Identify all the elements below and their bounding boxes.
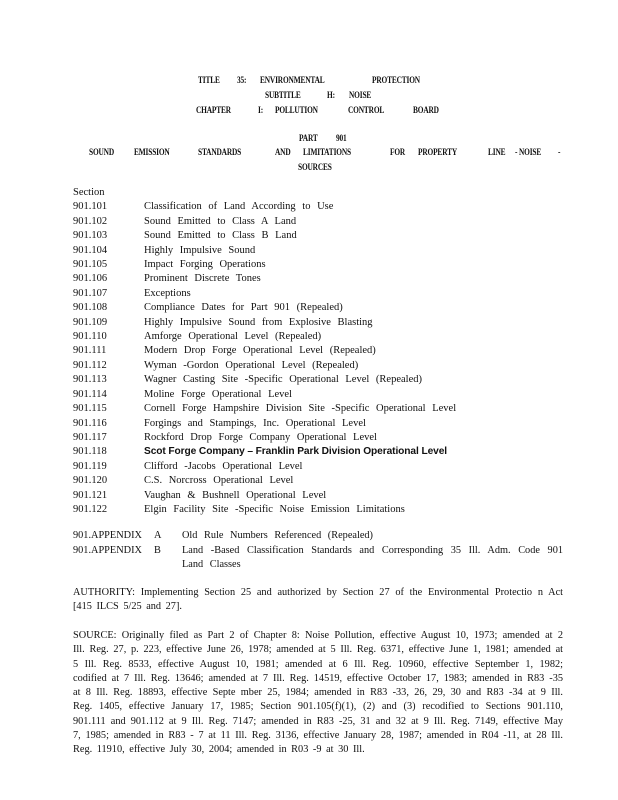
section-number: 901.116 <box>73 417 107 429</box>
appendix-letter: A <box>154 530 162 541</box>
section-number: 901.115 <box>73 403 107 415</box>
section-row <box>73 229 593 243</box>
section-title: Moline Forge Operational Level <box>144 388 292 400</box>
section-title: Wyman -Gordon Operational Level (Repealed) <box>144 359 359 371</box>
authority-note: AUTHORITY: Implementing Section 25 and authorized by Section 27 of the Environmental Protectio n Act [415 ILCS 5/25 and 27]. <box>73 587 563 613</box>
part-name-word-7: PROPERTY <box>418 147 458 157</box>
section-number: 901.109 <box>73 316 108 328</box>
section-title: Sound Emitted to Class B Land <box>144 230 297 242</box>
section-number: 901.121 <box>73 489 108 501</box>
title-number: 35: <box>237 75 247 85</box>
section-number: 901.114 <box>73 388 107 400</box>
section-title: Prominent Discrete Tones <box>144 273 261 285</box>
section-row <box>73 460 593 474</box>
section-title: Highly Impulsive Sound from Explosive Blasting <box>144 316 373 328</box>
section-heading: Section <box>73 187 105 198</box>
section-row <box>73 373 593 387</box>
chapter-name-word-2: CONTROL <box>348 105 385 115</box>
subtitle-letter: H: <box>327 90 335 100</box>
section-number: 901.112 <box>73 359 107 371</box>
section-number: 901.118 <box>73 446 107 458</box>
section-number: 901.107 <box>73 287 108 299</box>
section-title: Sound Emitted to Class A Land <box>144 215 297 227</box>
section-row <box>73 200 593 214</box>
appendix-row <box>73 529 563 544</box>
appendix-letter: B <box>154 544 161 556</box>
part-name-word-2: EMISSION <box>134 147 170 157</box>
section-title: Scot Forge Company – Franklin Park Division Operational Level <box>144 446 448 458</box>
appendix-number: 901.APPENDIX <box>73 544 142 556</box>
section-rows <box>73 200 593 517</box>
section-row <box>73 417 593 431</box>
section-row <box>73 215 593 229</box>
part-name-word-8: LINE <box>488 147 506 157</box>
appendix-title: Land -Based Classification Standards and Corresponding 35 Ill. Adm. Code 901 Land Classes <box>182 544 563 570</box>
section-number: 901.106 <box>73 273 108 285</box>
title-label: TITLE <box>198 75 220 85</box>
section-number: 901.101 <box>73 201 108 213</box>
part-name-word-6: FOR <box>390 147 406 157</box>
part-name-word-3: STANDARDS <box>198 147 242 157</box>
section-title: Exceptions <box>144 287 191 299</box>
section-row <box>73 258 593 272</box>
section-list <box>73 186 593 517</box>
subtitle-name: NOISE <box>349 90 372 100</box>
section-number: 901.122 <box>73 503 108 515</box>
part-number: 901 <box>336 133 347 143</box>
appendix-title: Old Rule Numbers Referenced (Repealed) <box>182 530 373 541</box>
section-row <box>73 431 593 445</box>
source-note: SOURCE: Originally filed as Part 2 of Chapter 8: Noise Pollution, effective August 10, 1973; amended at 2 Ill. Reg. 27, p. 223, effective June 26, 1978; amended at 5 Ill. Reg. 6371, effective June 1, 1981; amended at 5 Ill. Reg. 8533, effective August 10, 1981; amended at 6 Ill. Reg. 10960, effective September 1, 1982; codified at 7 Ill. Reg. 13646; amended at 7 Ill. Reg. 14519, effective October 17, 1983; amended in R83 -35 at 8 Ill. Reg. 18893, effective Septe mber 25, 1984; amended in R83 -33, 26, 29, 30 and R83 -34 at 9 Ill. Reg. 1405, effective January 17, 1985; Section 901.105(f)(1), (2) and (3) recodified to Sections 901.110, 901.111 and 901.112 at 9 Ill. Reg. 7147; amended in R83 -25, 31 and 32 at 9 Ill. Reg. 7149, effective May 7, 1985; amended in R83 - 7 at 11 Ill. Reg. 3136, effective January 28, 1987; amended in R04 -11, at 28 Ill. Reg. 11910, effective July 30, 2004; amended in R03 -9 at 30 Ill. <box>73 630 563 756</box>
part-name-word-4: AND <box>275 147 291 157</box>
title-name-word-1: ENVIRONMENTAL <box>260 75 325 85</box>
appendix-row <box>73 544 563 573</box>
section-number: 901.110 <box>73 331 107 343</box>
section-row <box>73 359 593 373</box>
section-title: Impact Forging Operations <box>144 259 266 271</box>
part-name-word-9: - NOISE <box>515 147 542 157</box>
section-title: Cornell Forge Hampshire Division Site -Specific Operational Level <box>144 403 457 415</box>
section-row <box>73 244 593 258</box>
section-title: Forgings and Stampings, Inc. Operational Level <box>144 417 366 429</box>
part-name-word-5: LIMITATIONS <box>303 147 351 157</box>
section-title: Wagner Casting Site -Specific Operational Level (Repealed) <box>144 374 422 386</box>
part-name-word-1: SOUND <box>89 147 115 157</box>
section-row <box>73 402 593 416</box>
part-name-word-10: - <box>558 147 561 157</box>
section-title: Elgin Facility Site -Specific Noise Emission Limitations <box>144 503 405 515</box>
section-row <box>73 316 593 330</box>
section-title: Modern Drop Forge Operational Level (Repealed) <box>144 345 376 357</box>
section-row <box>73 388 593 402</box>
chapter-name-word-1: POLLUTION <box>275 105 318 115</box>
chapter-number: I: <box>258 105 264 115</box>
section-title: Highly Impulsive Sound <box>144 244 256 256</box>
chapter-name-word-3: BOARD <box>413 105 439 115</box>
section-title: Rockford Drop Forge Company Operational Level <box>144 431 377 443</box>
section-row <box>73 330 593 344</box>
section-row <box>73 489 593 503</box>
appendix-number: 901.APPENDIX <box>73 530 142 541</box>
subtitle-label: SUBTITLE <box>265 90 301 100</box>
section-number: 901.111 <box>73 345 107 357</box>
section-title: Compliance Dates for Part 901 (Repealed) <box>144 302 343 314</box>
title-name-word-2: PROTECTION <box>372 75 420 85</box>
section-number: 901.103 <box>73 230 108 242</box>
section-row <box>73 445 593 459</box>
chapter-label: CHAPTER <box>196 105 231 115</box>
appendix-list <box>73 529 563 573</box>
section-title: Classification of Land According to Use <box>144 201 334 213</box>
section-title: Vaughan & Bushnell Operational Level <box>144 489 327 501</box>
section-number: 901.120 <box>73 475 108 487</box>
section-number: 901.113 <box>73 374 107 386</box>
section-row <box>73 503 593 517</box>
section-number: 901.108 <box>73 302 108 314</box>
section-row <box>73 344 593 358</box>
section-number: 901.105 <box>73 259 108 271</box>
part-label: PART <box>299 133 318 143</box>
section-title: Clifford -Jacobs Operational Level <box>144 460 303 472</box>
section-number: 901.104 <box>73 244 108 256</box>
part-name-sources: SOURCES <box>298 162 332 172</box>
section-title: C.S. Norcross Operational Level <box>144 475 294 487</box>
section-row <box>73 474 593 488</box>
section-number: 901.119 <box>73 460 107 472</box>
section-row <box>73 272 593 286</box>
section-row <box>73 287 593 301</box>
section-row <box>73 301 593 315</box>
section-number: 901.117 <box>73 431 107 443</box>
section-number: 901.102 <box>73 215 108 227</box>
section-title: Amforge Operational Level (Repealed) <box>144 331 322 343</box>
